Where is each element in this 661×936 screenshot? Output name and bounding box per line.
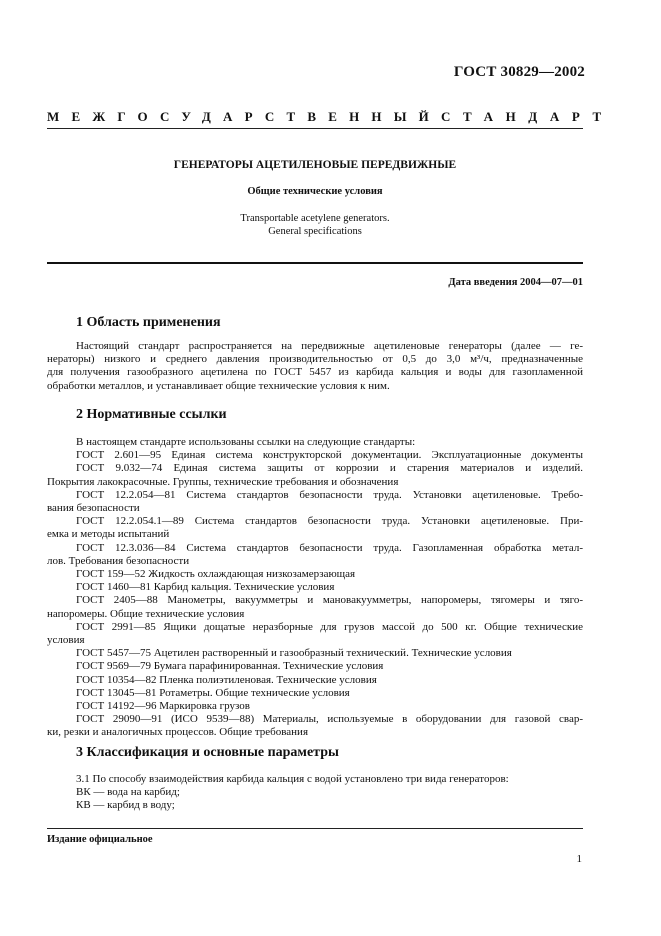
text-line: 3.1 По способу взаимодействия карбида кальция с водой установлено три вида генераторов:: [76, 773, 509, 785]
section-heading-references: 2 Нормативные ссылки: [76, 407, 227, 422]
reference-line: Покрытия лакокрасочные. Группы, технические требования и обозначения: [47, 475, 399, 488]
reference-line: ГОСТ 29090—91 (ИСО 9539—88) Материалы, используемые в оборудовании для газовой свар-: [76, 713, 583, 726]
text-line: ВК — вода на карбид;: [76, 786, 180, 799]
reference-line: ГОСТ 2991—85 Ящики дощатые неразборные для грузов массой до 500 кг. Общие технические: [76, 620, 583, 633]
banner-rule: [47, 128, 583, 129]
reference-line: ГОСТ 10354—82 Пленка полиэтиленовая. Технические условия: [76, 673, 377, 686]
section-body-references: [47, 436, 583, 740]
title-rule: [47, 262, 583, 264]
footer-rule: [47, 828, 583, 829]
reference-line: условия: [47, 634, 85, 647]
text-line: КВ — карбид в воду;: [76, 799, 175, 812]
reference-line: напоромеры. Общие технические условия: [47, 607, 245, 620]
standard-banner: [47, 109, 614, 125]
section-heading-scope: 1 Область применения: [76, 315, 221, 330]
banner-word: СТАНДАРТ: [441, 109, 614, 124]
introduction-date: Дата введения 2004—07—01: [448, 277, 583, 288]
banner-word: МЕЖГОСУДАРСТВЕННЫЙ: [47, 109, 441, 124]
section-heading-classification: 3 Классификация и основные параметры: [76, 745, 339, 760]
reference-line: ГОСТ 12.3.036—84 Система стандартов безопасности труда. Газопламенная обработка метал-: [76, 541, 583, 554]
reference-line: ГОСТ 5457—75 Ацетилен растворенный и газообразный технический. Технические условия: [76, 647, 512, 660]
document-subtitle: Общие технические условия: [247, 186, 383, 197]
reference-line: лов. Требования безопасности: [47, 554, 190, 567]
reference-line: вания безопасности: [47, 502, 140, 515]
reference-line: ки, резки и аналогичных процессов. Общие требования: [47, 726, 309, 739]
page-number: 1: [576, 853, 582, 865]
reference-line: емка и методы испытаний: [47, 528, 170, 541]
text-line: В настоящем стандарте использованы ссылки на следующие стандарты:: [76, 436, 416, 448]
reference-line: ГОСТ 9569—79 Бумага парафинированная. Технические условия: [76, 660, 384, 673]
text-line: Настоящий стандарт распространяется на передвижные ацетиленовые генераторы (далее — ге-: [76, 340, 583, 352]
reference-line: ГОСТ 12.2.054.1—89 Система стандартов безопасности труда. Установки ацетиленовые. При-: [76, 515, 583, 528]
reference-line: ГОСТ 13045—81 Ротаметры. Общие технические условия: [76, 686, 350, 699]
reference-line: ГОСТ 12.2.054—81 Система стандартов безопасности труда. Установки ацетиленовые. Требо-: [76, 488, 583, 501]
reference-line: ГОСТ 2.601—95 Единая система конструкторской документации. Эксплуатационные документы: [76, 449, 583, 462]
document-title: ГЕНЕРАТОРЫ АЦЕТИЛЕНОВЫЕ ПЕРЕДВИЖНЫЕ: [173, 159, 457, 171]
reference-line: ГОСТ 1460—81 Карбид кальция. Технические условия: [76, 581, 335, 594]
english-subtitle: General specifications: [268, 226, 362, 237]
text-line: для получения газообразного ацетилена по ГОСТ 5457 из карбида кальция и воды для газопламенной: [47, 366, 583, 379]
reference-line: ГОСТ 9.032—74 Единая система защиты от коррозии и старения материалов и изделий.: [76, 462, 583, 475]
text-line: нераторы) низкого и среднего давления производительностью от 0,5 до 3,0 м³/ч, предназначенные: [47, 353, 583, 366]
official-edition-label: Издание официальное: [47, 834, 153, 845]
reference-line: ГОСТ 159—52 Жидкость охлаждающая низкозамерзающая: [76, 568, 356, 581]
english-title: Transportable acetylene generators.: [240, 213, 390, 224]
reference-line: ГОСТ 14192—96 Маркировка грузов: [76, 700, 250, 713]
document-code: ГОСТ 30829—2002: [453, 64, 585, 80]
section-body-scope: [47, 340, 583, 393]
reference-line: ГОСТ 2405—88 Манометры, вакуумметры и мановакуумметры, напоромеры, тягомеры и тяго-: [76, 594, 583, 607]
text-line: обработки металлов, и устанавливает общие технические условия к ним.: [47, 379, 390, 392]
section-body-classification: [47, 773, 583, 813]
